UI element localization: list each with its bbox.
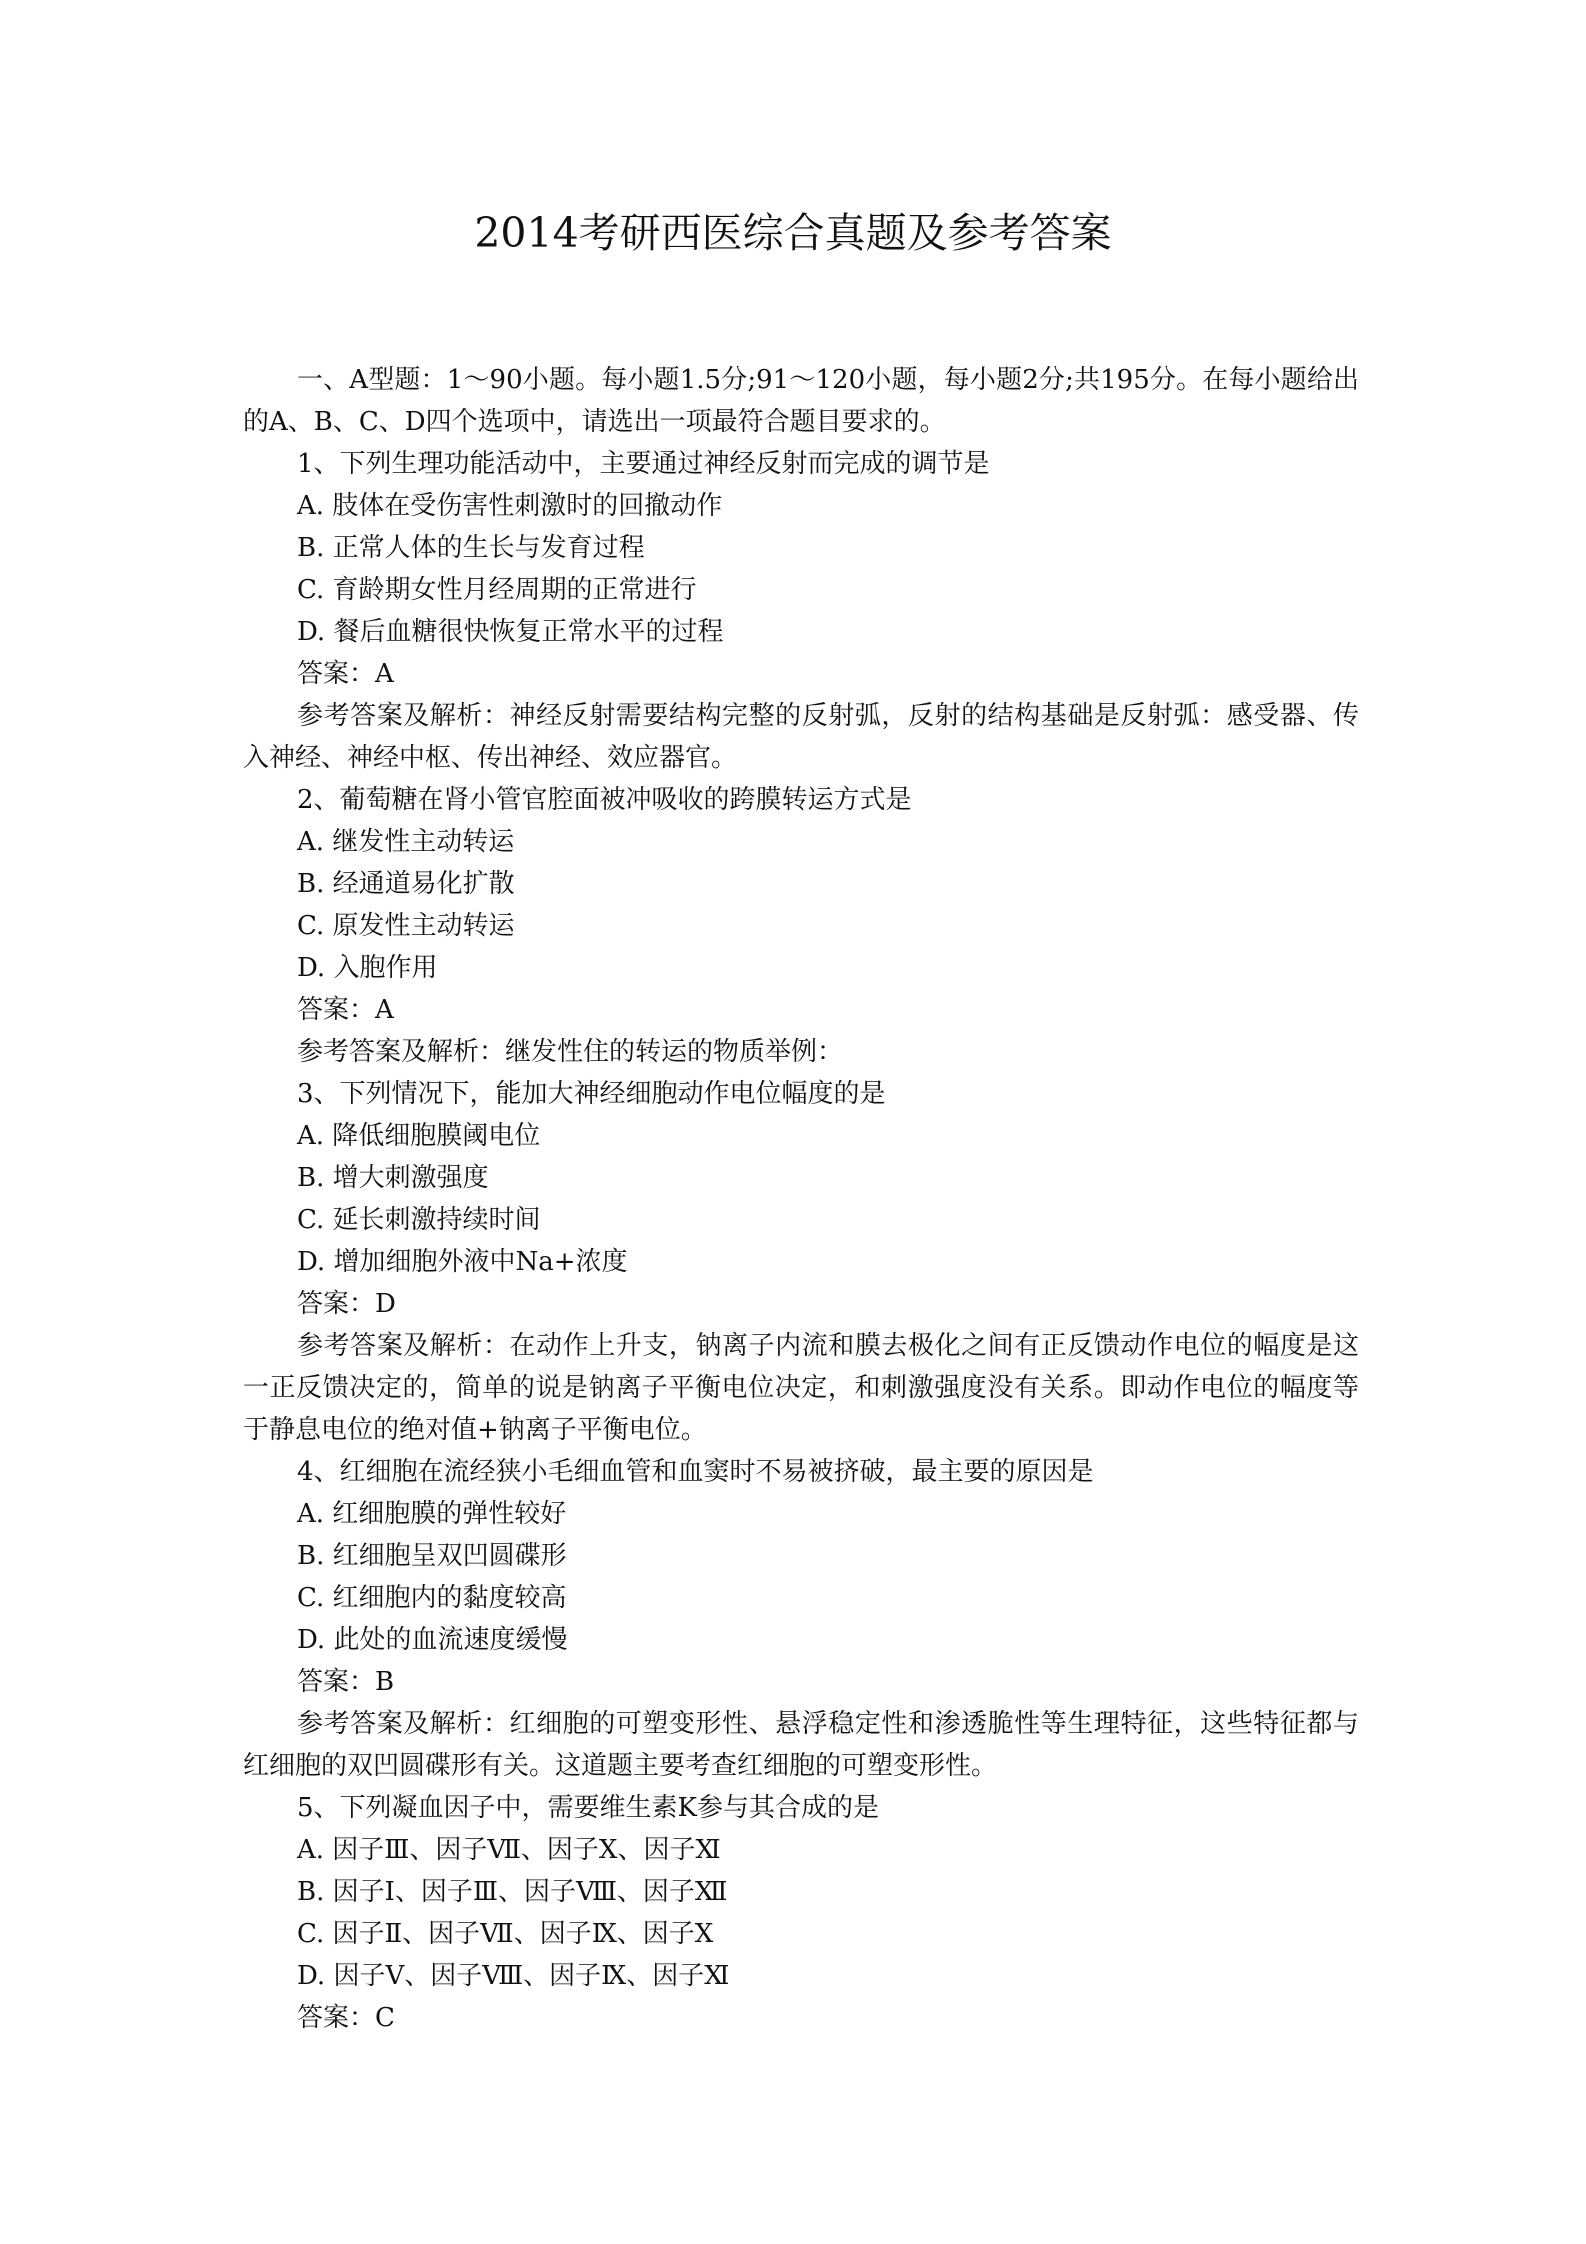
question-2-option-a: A. 继发性主动转运 <box>297 827 515 857</box>
question-3-option-d: D. 增加细胞外液中Na+浓度 <box>297 1247 628 1277</box>
question-1-answer: 答案：A <box>297 659 394 689</box>
question-3-stem: 3、下列情况下，能加大神经细胞动作电位幅度的是 <box>297 1079 886 1109</box>
question-5-option-a: A. 因子Ⅲ、因子Ⅶ、因子Ⅹ、因子Ⅺ <box>297 1835 721 1865</box>
question-4-option-a: A. 红细胞膜的弹性较好 <box>297 1499 567 1529</box>
question-1-stem: 1、下列生理功能活动中，主要通过神经反射而完成的调节是 <box>297 449 990 479</box>
question-4-answer: 答案：B <box>297 1667 395 1697</box>
question-3-explanation: 参考答案及解析：在动作上升支，钠离子内流和膜去极化之间有正反馈动作电位的幅度是这一正反馈决定的，简单的说是钠离子平衡电位决定，和刺激强度没有关系。即动作电位的幅度等于静息电位的绝对值+钠离子平衡电位。 <box>243 1331 1359 1445</box>
question-5-option-c: C. 因子Ⅱ、因子Ⅶ、因子Ⅸ、因子Ⅹ <box>297 1919 714 1949</box>
question-3-option-c: C. 延长刺激持续时间 <box>297 1205 541 1235</box>
question-1-option-a: A. 肢体在受伤害性刺激时的回撤动作 <box>297 491 723 521</box>
question-2-answer: 答案：A <box>297 995 394 1025</box>
question-1-option-c: C. 育龄期女性月经周期的正常进行 <box>297 575 697 605</box>
question-1-explanation: 参考答案及解析：神经反射需要结构完整的反射弧，反射的结构基础是反射弧：感受器、传入神经、神经中枢、传出神经、效应器官。 <box>243 701 1359 773</box>
page-title: 2014考研西医综合真题及参考答案 <box>474 209 1112 257</box>
question-1-option-d: D. 餐后血糖很快恢复正常水平的过程 <box>297 617 724 647</box>
question-3-option-b: B. 增大刺激强度 <box>297 1163 489 1193</box>
question-3-answer: 答案：D <box>297 1289 396 1319</box>
question-4-option-d: D. 此处的血流速度缓慢 <box>297 1625 568 1655</box>
question-4-option-c: C. 红细胞内的黏度较高 <box>297 1583 567 1613</box>
question-2-stem: 2、葡萄糖在肾小管官腔面被冲吸收的跨膜转运方式是 <box>297 785 912 815</box>
question-5-option-b: B. 因子Ⅰ、因子Ⅲ、因子Ⅷ、因子Ⅻ <box>297 1877 728 1907</box>
question-1-option-b: B. 正常人体的生长与发育过程 <box>297 533 645 563</box>
question-2-option-b: B. 经通道易化扩散 <box>297 869 515 899</box>
question-5-option-d: D. 因子Ⅴ、因子Ⅷ、因子Ⅸ、因子Ⅺ <box>297 1961 730 1991</box>
question-5-answer: 答案：C <box>297 2003 395 2033</box>
question-4-stem: 4、红细胞在流经狭小毛细血管和血窦时不易被挤破，最主要的原因是 <box>297 1457 1094 1487</box>
question-4-option-b: B. 红细胞呈双凹圆碟形 <box>297 1541 567 1571</box>
question-2-explanation: 参考答案及解析：继发性住的转运的物质举例： <box>297 1037 844 1067</box>
question-3-option-a: A. 降低细胞膜阈电位 <box>297 1121 541 1151</box>
section-instructions: 一、A型题：1～90小题。每小题1.5分;91～120小题，每小题2分;共195分。在每小题给出的A、B、C、D四个选项中，请选出一项最符合题目要求的。 <box>243 365 1359 437</box>
document-body <box>243 359 1359 2039</box>
question-2-option-c: C. 原发性主动转运 <box>297 911 515 941</box>
question-4-explanation: 参考答案及解析：红细胞的可塑变形性、悬浮稳定性和渗透脆性等生理特征，这些特征都与红细胞的双凹圆碟形有关。这道题主要考查红细胞的可塑变形性。 <box>243 1709 1359 1781</box>
question-5-stem: 5、下列凝血因子中，需要维生素K参与其合成的是 <box>297 1793 879 1823</box>
question-2-option-d: D. 入胞作用 <box>297 953 438 983</box>
